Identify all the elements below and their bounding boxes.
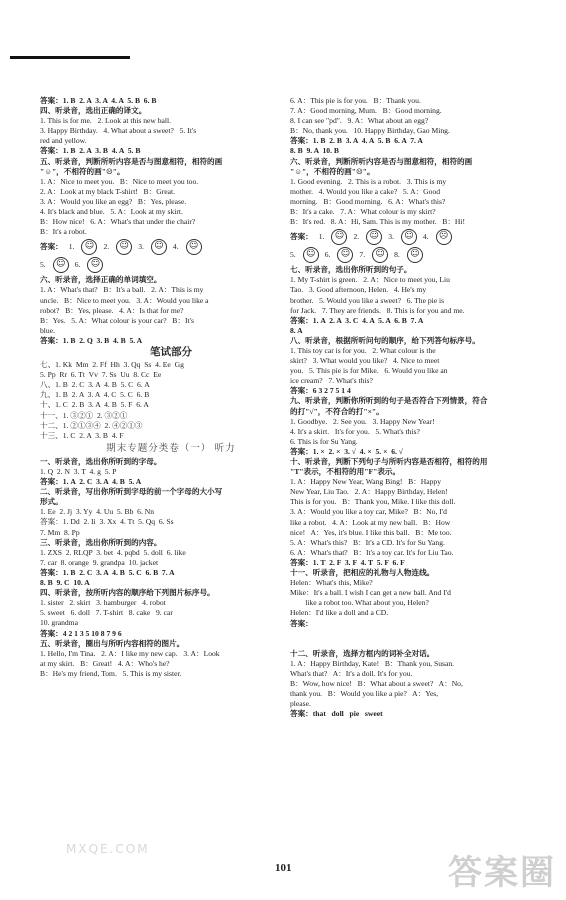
left-faces-row-2 <box>40 257 302 273</box>
left-faces-row-1 <box>40 239 302 255</box>
text-line: 二、听录音，写出你所听到字母的前一个字母的大小写 <box>40 487 223 497</box>
text-line: 1. sister 2. skirt 3. hamburger 4. robot <box>40 598 166 608</box>
text-line: B：It's red. 8. A：Hi, Sam. This is my mother. B：Hi! <box>290 217 466 227</box>
text-line: Helen：What's this, Mike? <box>290 578 373 588</box>
text-line: skirt? 3. What would you like? 4. Nice to meet <box>290 356 440 366</box>
face-number: 3. <box>138 242 144 252</box>
left-block-4 <box>40 457 302 679</box>
smiley-face-icon: ☺ <box>303 247 319 263</box>
text-line: 十、1. C 2. B 3. A 4. B 5. F 6. A <box>40 400 149 410</box>
text-line <box>290 639 552 649</box>
left-block-1 <box>40 96 302 237</box>
text-line: 答案：1. B 2. A 3. A 4. A 5. B 6. B <box>40 96 157 105</box>
text-line: "☺"，不相符的画"☹"。 <box>40 166 125 176</box>
text-line: for Jack. 7. They are friends. 8. This is for you and me. <box>290 305 465 315</box>
text-line <box>290 629 552 639</box>
header-rule <box>10 56 130 59</box>
text-line: Helen：I'd like a doll and a CD. <box>290 608 389 618</box>
text-line: 3. A：Would you like a toy car, Mike? B：No, I'd <box>290 507 447 517</box>
text-line: blue. <box>40 325 55 335</box>
text-line: 6. This is for Su Yang. <box>290 436 358 446</box>
text-line: B：He's my friend, Tom. 5. This is my sister. <box>40 668 182 678</box>
face-number: 5. <box>40 260 46 270</box>
face-number: 3. <box>388 232 394 242</box>
text-line: like a robot. 4. A：Look at my new ball. B：How <box>290 517 451 527</box>
text-line: Tao. 3. Good afternoon, Helen. 4. He's my <box>290 285 427 295</box>
smiley-face-icon: ☺ <box>337 247 353 263</box>
smiley-face-icon: ☺ <box>151 239 167 255</box>
text-line: 十二、听录音，选择方框内的词补全对话。 <box>290 648 435 658</box>
left-block-3 <box>40 360 302 441</box>
smiley-face-icon: ☺ <box>87 257 103 273</box>
smiley-face-icon: ☺ <box>186 239 202 255</box>
text-line: red and yellow. <box>40 136 87 146</box>
text-line: 十一、1. ③②① 2. ③②① <box>40 410 128 420</box>
text-line: B：No, thank you. 10. Happy Birthday, Gao Ming. <box>290 126 450 136</box>
page-number: 101 <box>275 862 292 874</box>
text-line: B：Yes. 5. A：What colour is your car? B：It's <box>40 315 194 325</box>
text-line: 七、1. Kk Mm 2. Ff Hh 3. Qq Ss 4. Ee Gg <box>40 360 184 370</box>
text-line: 答案：1. B 2. Q 3. B 4. B 5. A <box>40 335 143 345</box>
right-column <box>290 96 552 719</box>
text-line: What's that? A：It's a doll. It's for you. <box>290 668 413 678</box>
text-line: B：How nice! 6. A：What's that under the chair? <box>40 217 196 227</box>
face-number: 1. <box>68 242 75 252</box>
text-line: Mike：It's a ball. I wish I can get a new ball. And I'd <box>290 588 451 598</box>
text-line: 的打"√"，不符合的打"×"。 <box>290 406 384 416</box>
text-line: 8. B 9. C 10. A <box>40 578 90 588</box>
smiley-face-icon: ☺ <box>81 239 97 255</box>
text-line: 5. A：What's this? B：It's a CD. It's for Su Yang. <box>290 537 445 547</box>
text-line: 五、听录音，圈出与所听内容相符的图片。 <box>40 638 185 648</box>
text-line: 7. car 8. orange 9. grandpa 10. jacket <box>40 557 159 567</box>
text-line: 答案：1. B 2. A 3. B 4. A 5. B <box>40 146 141 156</box>
text-line: 1. ZXS 2. RLQP 3. bet 4. pqbd 5. doll 6. like <box>40 547 186 557</box>
face-number: 8. <box>394 250 400 260</box>
text-line: at my skirt. B：Great! 4. A：Who's he? <box>40 658 170 668</box>
smiley-face-icon: ☺ <box>116 239 132 255</box>
text-line: 十二、1. ②①③④ 2. ④②①③ <box>40 420 143 430</box>
text-line: 答案：that doll pie sweet <box>290 709 383 719</box>
unit-title: 期末专题分类卷（一） 听力 <box>106 443 236 454</box>
smiley-face-icon: ☺ <box>407 247 423 263</box>
answer-label: 答案： <box>40 242 63 252</box>
text-line: 1. This toy car is for you. 2. What colour is the <box>290 345 436 355</box>
text-line: 十三、1. C 2. A 3. B 4. F <box>40 430 124 440</box>
text-line: 六、听录音，判断所听内容是否与图意相符，相符的画 <box>290 156 473 166</box>
text-line: 1. A：What's that? B：It's a ball. 2. A：This is my <box>40 285 204 295</box>
text-line: ice cream? 7. What's this? <box>290 376 373 386</box>
smiley-face-icon: ☺ <box>401 229 417 245</box>
text-line: 十、听录音，判断下列句子与所听内容是否相符，相符的用 <box>290 457 488 466</box>
section-written-title: 笔试部分 <box>150 346 192 358</box>
text-line: please. <box>290 699 311 709</box>
text-line: 答案：1. A 2. A 3. C 4. A 5. A 6. B 7. A <box>290 315 424 325</box>
text-line: B：Wow, how nice! B：What about a sweet? A：No, <box>290 679 463 689</box>
smiley-face-icon: ☹ <box>436 229 452 245</box>
text-line: thank you. B：Would you like a pie? A：Yes, <box>290 689 439 699</box>
face-number: 7. <box>359 250 366 260</box>
face-number: 1. <box>318 232 325 242</box>
text-line: 4. It's black and blue. 5. A：Look at my skirt. <box>40 207 183 217</box>
smiley-face-icon: ☺ <box>366 229 382 245</box>
text-line: 五、听录音，判断所听内容是否与图意相符，相符的画 <box>40 156 223 166</box>
text-line: 5. sweet 6. doll 7. T-shirt 8. cake 9. car <box>40 608 173 618</box>
text-line: mother. 4. Would you like a cake? 5. A：Good <box>290 186 441 196</box>
answer-label: 答案： <box>290 232 313 242</box>
text-line: you. 5. This pie is for Mike. 6. Would you like an <box>290 366 448 376</box>
text-line: 答案：1. T 2. F 3. F 4. T 5. F 6. F <box>290 557 405 567</box>
text-line: B：It's a robot. <box>40 227 87 237</box>
text-line: 三、听录音，选出你所听到的内容。 <box>40 537 162 547</box>
smiley-face-icon: ☺ <box>53 257 69 273</box>
face-number: 6. <box>74 260 81 270</box>
text-line: 四、听录音，按所听内容的顺序给下列图片标序号。 <box>40 588 215 598</box>
text-line: 10. grandma <box>40 618 78 628</box>
text-line: robot? B：Yes, please. 4. A：Is that for me? <box>40 305 184 315</box>
text-line: 6. A：This pie is for you. B：Thank you. <box>290 96 421 105</box>
text-line: 1. Goodbye. 2. See you. 3. Happy New Year! <box>290 416 435 426</box>
text-line: New Year, Liu Tao. 2. A：Happy Birthday, Helen! <box>290 487 448 497</box>
text-line: 形式。 <box>40 497 63 507</box>
face-number: 4. <box>172 242 179 252</box>
text-line: 九、1. B 2. A 3. A 4. C 5. C 6. B <box>40 390 150 400</box>
text-line: 答案：1. × 2. × 3. √ 4. × 5. × 6. √ <box>290 446 403 456</box>
text-line: 一、听录音，选出你所听到的字母。 <box>40 456 162 466</box>
face-number: 5. <box>290 250 296 260</box>
text-line: 1. Good evening. 2. This is a robot. 3. This is my <box>290 176 447 186</box>
text-line: 1. Ee 2. Jj 3. Yy 4. Uu 5. Bb 6. Nn <box>40 507 155 517</box>
text-line: 答案： <box>290 618 313 628</box>
text-line: 七、听录音，选出你所听到的句子。 <box>290 265 412 275</box>
text-line: nice! A：Yes, it's blue. I like this ball. B：Me too. <box>290 527 452 537</box>
face-number: 2. <box>103 242 110 252</box>
watermark-site: MXQE.COM <box>66 842 150 856</box>
text-line: 四、听录音，选出正确的译文。 <box>40 106 147 116</box>
text-line: 十一、听录音，把相应的礼物与人物连线。 <box>290 568 435 578</box>
text-line: 答案：6 3 2 7 5 1 4 <box>290 386 351 396</box>
text-line: 7. A：Good morning, Mum. B：Good morning. <box>290 106 442 116</box>
text-line: 7. Mm 8. Pp <box>40 527 80 537</box>
smiley-face-icon: ☺ <box>372 247 388 263</box>
text-line: 1. A：Nice to meet you. B：Nice to meet you too. <box>40 176 199 186</box>
text-line: 1. A：Happy Birthday, Kate! B：Thank you, Susan. <box>290 658 455 668</box>
watermark-logo: 答案圈 <box>448 853 556 893</box>
left-column <box>40 96 302 679</box>
text-line: 1. My T-shirt is green. 2. A：Nice to meet you, Liu <box>290 275 450 285</box>
right-faces-row-2 <box>290 247 552 263</box>
text-line: brother. 5. Would you like a sweet? 6. The pie is <box>290 295 445 305</box>
text-line: 3. A：Would you like an egg? B：Yes, please. <box>40 196 187 206</box>
text-line: 答案：1. B 2. B 3. A 4. A 5. B 6. A 7. A <box>290 136 423 146</box>
left-block-2 <box>40 275 302 346</box>
face-number: 2. <box>353 232 360 242</box>
text-line: 5. Pp Rr 6. Tt Vv 7. Ss Uu 8. Cc Ee <box>40 370 162 380</box>
text-line: morning. B：Good morning. 6. A：What's this? <box>290 196 446 206</box>
text-line: 答案：4 2 1 3 5 10 8 7 9 6 <box>40 628 122 638</box>
text-line: 六、听录音，选择正确的单词填空。 <box>40 275 162 285</box>
text-line: This is for you. B：Thank you, Mike. I like this doll. <box>290 497 456 507</box>
right-faces-row-1 <box>290 229 552 245</box>
text-line: "☺"，不相符的画"☹"。 <box>290 166 375 176</box>
text-line: 1. Hello, I'm Tina. 2. A：I like my new cap. 3. A：Look <box>40 648 220 658</box>
text-line: 4. It's a skirt. It's for you. 5. What's this? <box>290 426 420 436</box>
text-line: 2. A：Look at my black T-shirt! B：Great. <box>40 186 175 196</box>
text-line: "T"表示，不相符的用"F"表示。 <box>290 467 401 477</box>
text-line: 8. B 9. A 10. B <box>290 146 339 156</box>
smiley-face-icon: ☺ <box>331 229 347 245</box>
right-block-1 <box>290 96 552 227</box>
text-line: 1. This is for me. 2. Look at this new ball. <box>40 116 172 126</box>
text-line: 1. Q 2. N 3. T 4. g 5. P <box>40 467 117 476</box>
text-line: 8. I can see "pd". 9. A：What about an egg? <box>290 116 429 126</box>
text-line: uncle. B：Nice to meet you. 3. A：Would you like a <box>40 295 209 305</box>
text-line: 答案：1. Dd 2. Ii 3. Xx 4. Tt 5. Qq 6. Ss <box>40 517 174 527</box>
text-line: B：It's a cake. 7. A：What colour is my skirt? <box>290 207 436 217</box>
text-line: 答案：1. A 2. C 3. A 4. B 5. A <box>40 477 142 487</box>
text-line: 九、听录音，判断你所听到的句子是否符合下列情景，符合 <box>290 396 488 406</box>
right-block-2 <box>290 265 552 719</box>
text-line: 8. A <box>290 325 303 335</box>
text-line: 1. A：Happy New Year, Wang Bing! B：Happy <box>290 477 442 487</box>
face-number: 6. <box>324 250 331 260</box>
text-line: 6. A：What's that? B：It's a toy car. It's for Liu Tao. <box>290 547 454 557</box>
text-line: 八、1. B 2. C 3. A 4. B 5. C 6. A <box>40 380 150 390</box>
text-line: 答案：1. B 2. C 3. A 4. B 5. C 6. B 7. A <box>40 567 175 577</box>
face-number: 4. <box>422 232 429 242</box>
text-line: 3. Happy Birthday. 4. What about a sweet? 5. It's <box>40 126 197 136</box>
text-line: like a robot too. What about you, Helen? <box>290 598 429 608</box>
text-line: 八、听录音，根据所听问句的顺序，给下列答句标序号。 <box>290 335 480 345</box>
